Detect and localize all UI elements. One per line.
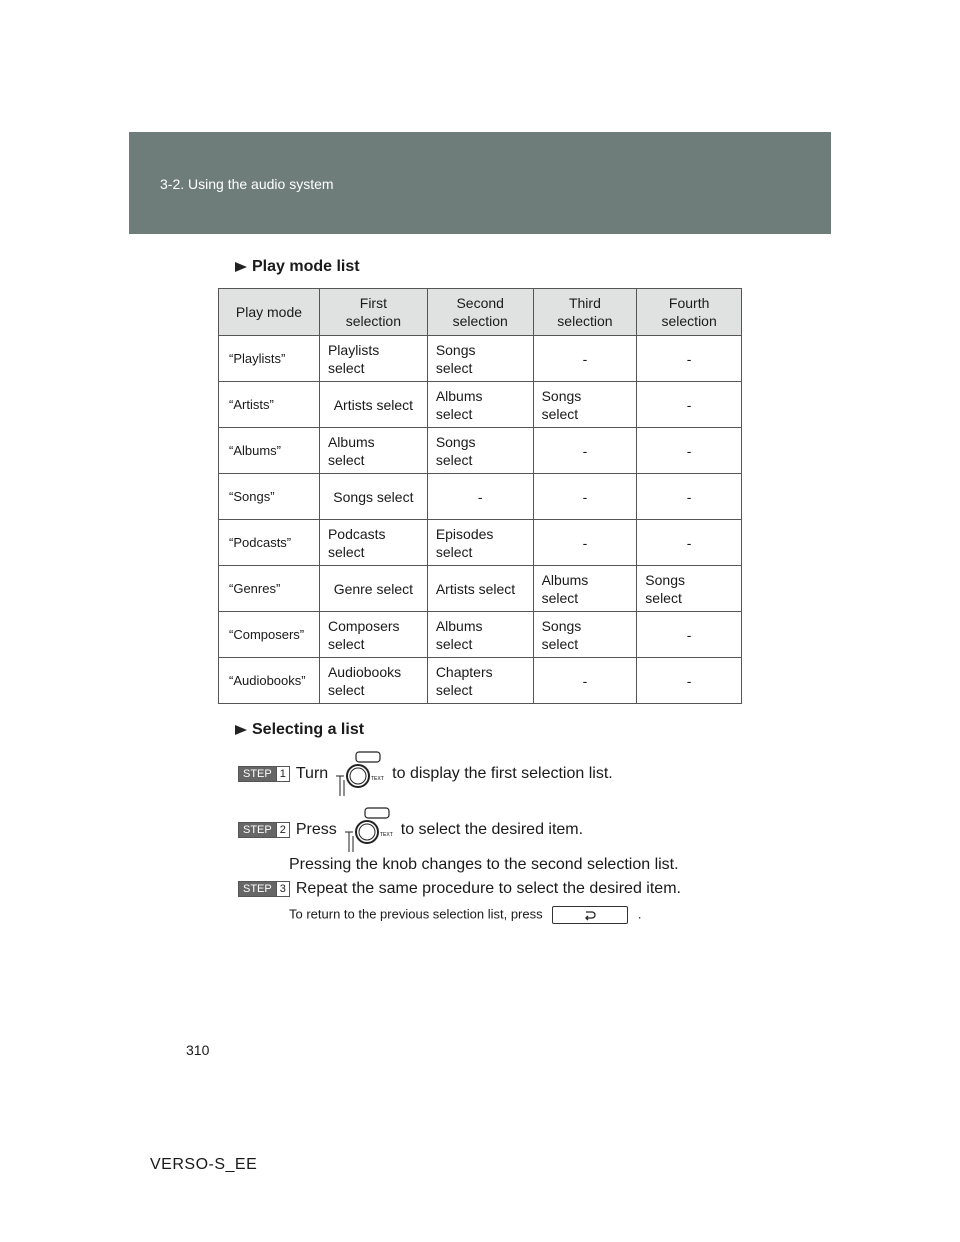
play-mode-heading xyxy=(236,258,360,276)
bullet-icon xyxy=(235,262,247,272)
table-body xyxy=(219,336,742,704)
step-2 xyxy=(238,806,583,854)
return-note-before: To return to the previous selection list, press xyxy=(289,906,543,922)
table-cell: Songs select xyxy=(427,336,533,382)
table-row xyxy=(219,382,742,428)
table-cell: Songs select xyxy=(427,428,533,474)
step-label: STEP xyxy=(239,823,276,837)
table-cell: Albums select xyxy=(427,612,533,658)
table-cell: - xyxy=(637,474,742,520)
table-row xyxy=(219,474,742,520)
table-cell: Composers select xyxy=(319,612,427,658)
table-cell: Albums select xyxy=(319,428,427,474)
play-mode-cell: “Podcasts” xyxy=(219,520,320,566)
step-2-badge xyxy=(238,822,290,838)
step-label: STEP xyxy=(239,882,276,896)
table-cell: - xyxy=(533,658,637,704)
step-1 xyxy=(238,750,613,798)
table-cell: Audiobooks select xyxy=(319,658,427,704)
play-mode-heading-text: Play mode list xyxy=(252,258,360,275)
table-cell: - xyxy=(637,658,742,704)
table-cell: Songs select xyxy=(533,612,637,658)
table-row xyxy=(219,520,742,566)
table-header-row xyxy=(219,289,742,336)
table-cell: Albums select xyxy=(427,382,533,428)
step-number: 2 xyxy=(276,823,289,837)
table-cell: Songs select xyxy=(533,382,637,428)
section-title: 3-2. Using the audio system xyxy=(160,176,334,192)
step-label: STEP xyxy=(239,767,276,781)
bullet-icon xyxy=(235,725,247,735)
table-cell: Songs select xyxy=(637,566,742,612)
table-cell: - xyxy=(637,612,742,658)
table-row xyxy=(219,658,742,704)
step-2-note: Pressing the knob changes to the second selection list. xyxy=(289,856,679,873)
step-3 xyxy=(238,880,681,898)
step-2-after: to select the desired item. xyxy=(400,821,584,838)
play-mode-cell: “Audiobooks” xyxy=(219,658,320,704)
table-cell: Playlists select xyxy=(319,336,427,382)
play-mode-cell: “Playlists” xyxy=(219,336,320,382)
table-cell: Albums select xyxy=(533,566,637,612)
column-header: Third selection xyxy=(533,289,637,336)
table-row xyxy=(219,612,742,658)
play-mode-cell: “Genres” xyxy=(219,566,320,612)
table-cell: - xyxy=(637,428,742,474)
tune-knob-icon xyxy=(334,750,386,798)
step-1-badge xyxy=(238,766,290,782)
footer-code: VERSO-S_EE xyxy=(150,1156,258,1173)
column-header: First selection xyxy=(319,289,427,336)
table-cell: - xyxy=(427,474,533,520)
column-header: Second selection xyxy=(427,289,533,336)
knob-text-label: TEXT xyxy=(379,832,393,838)
return-note-after: . xyxy=(637,906,642,922)
table-cell: Podcasts select xyxy=(319,520,427,566)
table-cell: Episodes select xyxy=(427,520,533,566)
table-row xyxy=(219,428,742,474)
selecting-heading xyxy=(236,721,364,739)
knob-text-label: TEXT xyxy=(371,776,384,782)
step-2-before: Press xyxy=(295,821,337,838)
table-cell: - xyxy=(533,336,637,382)
page-number: 310 xyxy=(186,1042,210,1058)
table-cell: - xyxy=(533,520,637,566)
play-mode-cell: “Albums” xyxy=(219,428,320,474)
table-cell: Chapters select xyxy=(427,658,533,704)
table-row xyxy=(219,336,742,382)
selecting-heading-text: Selecting a list xyxy=(252,721,365,738)
play-mode-cell: “Composers” xyxy=(219,612,320,658)
table-cell: Artists select xyxy=(427,566,533,612)
column-header: Fourth selection xyxy=(637,289,742,336)
table-cell: - xyxy=(637,336,742,382)
table-cell: - xyxy=(637,520,742,566)
table-cell: - xyxy=(533,474,637,520)
table-row xyxy=(219,566,742,612)
step-number: 1 xyxy=(276,767,289,781)
step-1-before: Turn xyxy=(295,765,329,782)
table-cell: Genre select xyxy=(319,566,427,612)
table-cell: - xyxy=(533,428,637,474)
step-3-badge xyxy=(238,881,290,897)
table-cell: Artists select xyxy=(319,382,427,428)
play-mode-cell: “Artists” xyxy=(219,382,320,428)
play-mode-table xyxy=(218,288,742,704)
table-cell: Songs select xyxy=(319,474,427,520)
step-1-after: to display the first selection list. xyxy=(392,765,613,782)
press-knob-icon xyxy=(343,806,395,854)
play-mode-cell: “Songs” xyxy=(219,474,320,520)
column-header: Play mode xyxy=(219,289,320,336)
step-3-text: Repeat the same procedure to select the desired item. xyxy=(295,880,681,897)
back-button-icon xyxy=(552,906,628,924)
return-note xyxy=(289,906,642,924)
step-number: 3 xyxy=(276,882,289,896)
table-cell: - xyxy=(637,382,742,428)
